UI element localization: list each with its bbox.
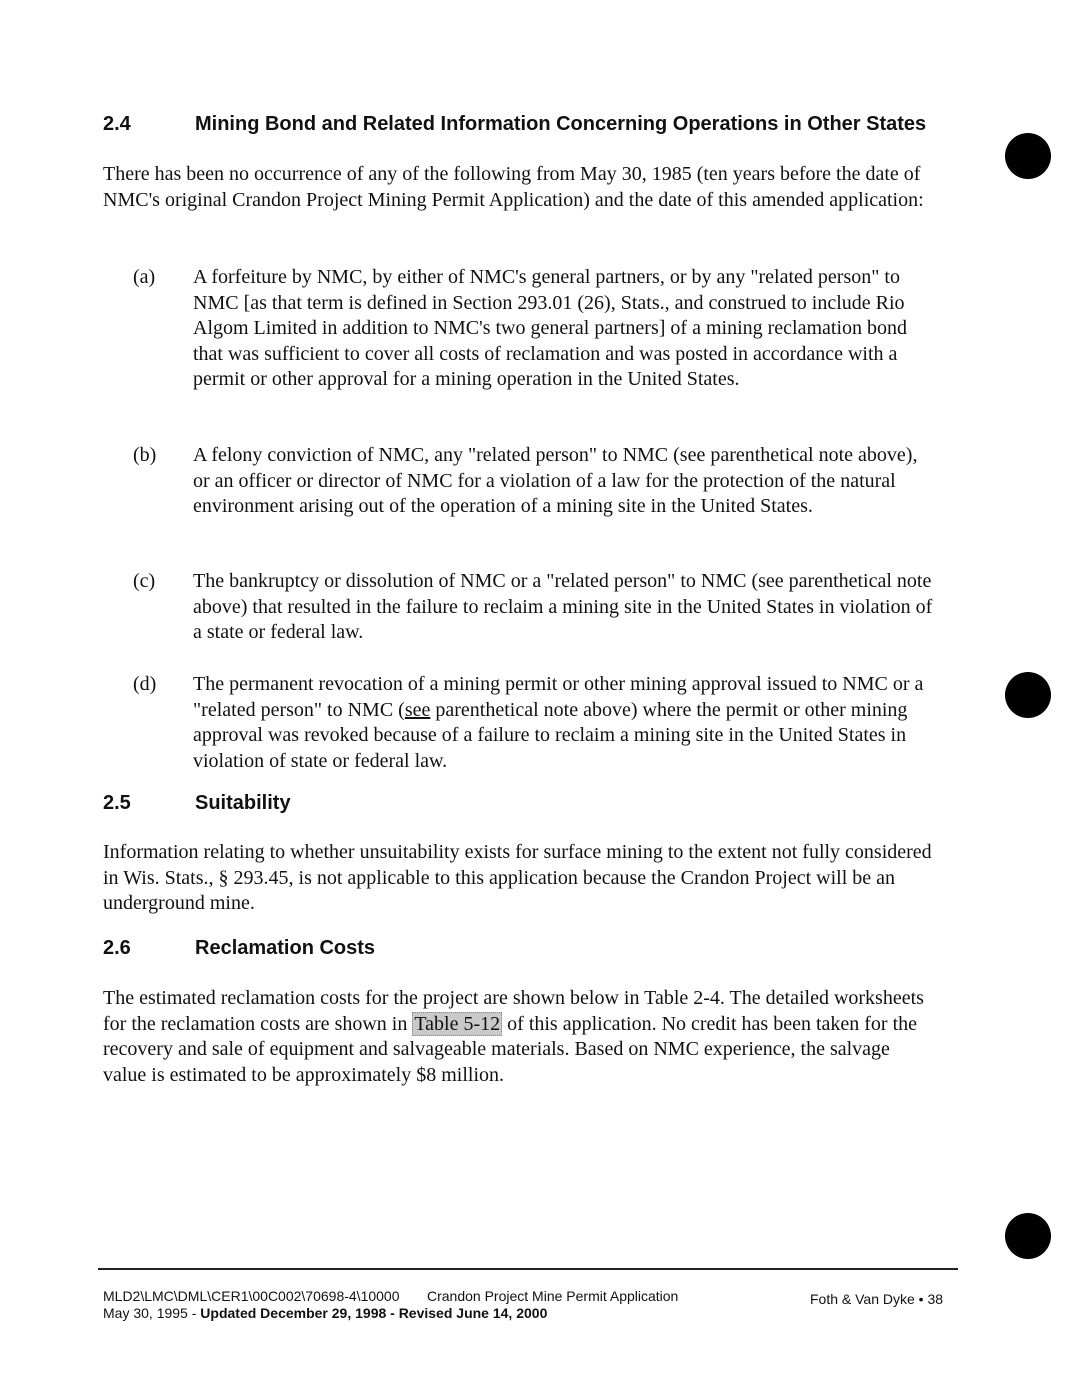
section-title: Reclamation Costs — [195, 937, 376, 959]
footer-path: MLD2\LMC\DML\CER1\00C002\70698-4\10000 — [103, 1288, 400, 1304]
section-number: 2.6 — [103, 937, 131, 959]
list-item-text: A forfeiture by NMC, by either of NMC's general partners, or by any "related person" to NMC [as that term is defined in Section 293.01 (26), Stats., and construed to include Rio Algom Limited in addition to NMC's two general partners] of a mining reclamation bond that was sufficient to cover all costs of reclamation and was posted in accordance with a permit or other approval for a mining operation in the United States. — [193, 266, 908, 390]
list-item-d — [133, 672, 933, 774]
list-item-label: (a) — [133, 266, 156, 288]
footer-page-number: Foth & Van Dyke • 38 — [810, 1291, 944, 1307]
section-number: 2.4 — [103, 113, 131, 135]
footer-date-original: May 30, 1995 - — [103, 1305, 201, 1321]
list-item-text — [193, 672, 933, 774]
binder-hole — [1005, 1213, 1051, 1259]
section-heading-2-5 — [103, 792, 291, 815]
list-item-label: (c) — [133, 570, 156, 592]
list-item-text: The bankruptcy or dissolution of NMC or a "related person" to NMC (see parenthetical note above) that resulted in the failure to reclaim a mining site in the United States in violation of a state or federal law. — [193, 570, 933, 643]
list-item-label: (d) — [133, 673, 157, 695]
text-segment: The permanent revocation of a mining permit or other mining approval issued to NMC or a "related person" to NMC ( — [193, 673, 924, 721]
footer-rule — [98, 1268, 958, 1270]
list-item-a — [133, 265, 933, 393]
text-segment: of this application. No credit has been taken for the recovery and sale of equipment and salvageable materials. Based on NMC experience, the salvage value is estimated to be approximately $8 million. — [103, 1012, 918, 1086]
section-2-4-intro: There has been no occurrence of any of the following from May 30, 1985 (ten years before the date of NMC's original Crandon Project Mining Permit Application) and the date of this amended application: — [103, 163, 924, 211]
section-2-5-body: Information relating to whether unsuitability exists for surface mining to the extent not fully considered in Wis. Stats., § 293.45, is not applicable to this application because the Crandon Project will be an underground mine. — [103, 841, 932, 914]
table-5-12-link[interactable]: Table 5-12 — [414, 1012, 501, 1035]
section-2-6-body — [103, 986, 933, 1088]
underlined-see: see — [404, 698, 431, 721]
binder-hole — [1005, 133, 1051, 179]
footer-date — [103, 1305, 547, 1321]
section-number: 2.5 — [103, 792, 131, 814]
binder-hole — [1005, 672, 1051, 718]
section-title: Mining Bond and Related Information Concerning Operations in Other States — [195, 113, 927, 135]
section-title: Suitability — [195, 792, 291, 814]
list-item-b — [133, 443, 933, 520]
footer-document-title: Crandon Project Mine Permit Application — [427, 1288, 679, 1304]
list-item-label: (b) — [133, 444, 157, 466]
text-segment: The estimated reclamation costs for the project are shown below in Table 2-4. The detailed worksheets for the reclamation costs are shown in — [103, 987, 924, 1035]
list-item-text: A felony conviction of NMC, any "related person" to NMC (see parenthetical note above), or an officer or director of NMC for a violation of a law for the protection of the natural environment arising out of the operation of a mining site in the United States. — [193, 444, 918, 517]
section-heading-2-4 — [103, 113, 926, 136]
text-segment: parenthetical note above) where the permit or other mining approval was revoked because of a failure to reclaim a mining site in the United States in violation of state or federal law. — [193, 698, 908, 772]
section-heading-2-6 — [103, 937, 375, 960]
footer-date-revised: Updated December 29, 1998 - Revised June 14, 2000 — [200, 1305, 548, 1321]
list-item-c — [133, 569, 933, 646]
